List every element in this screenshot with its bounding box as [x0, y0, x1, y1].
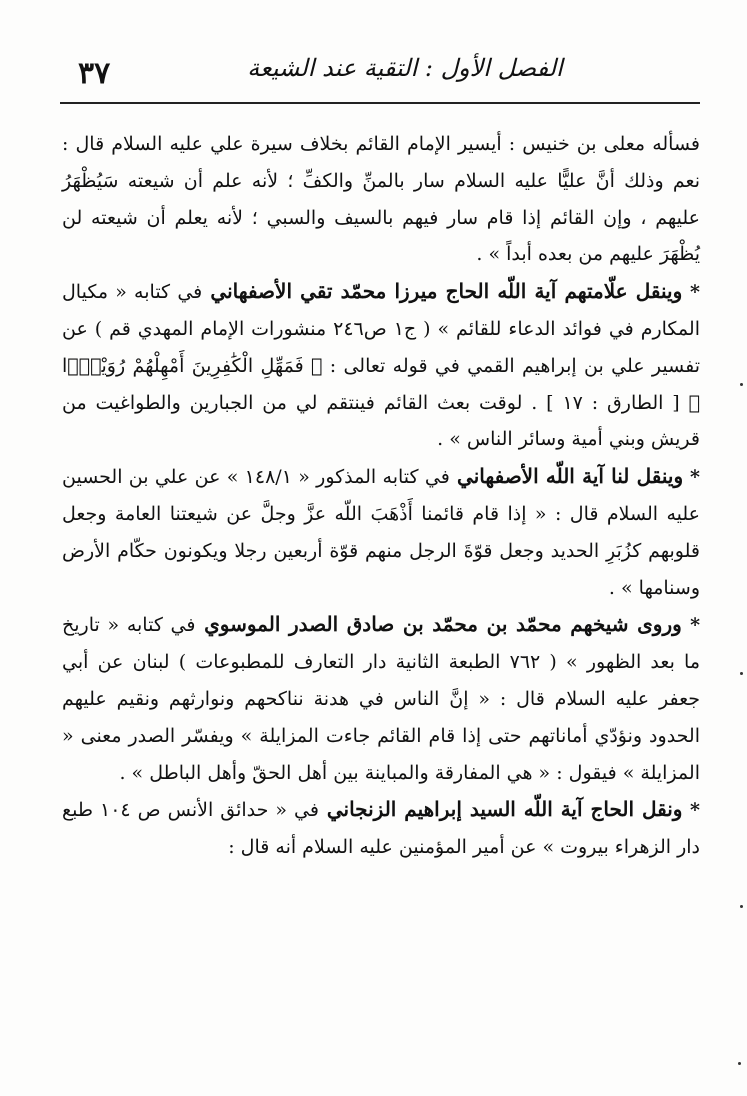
- bullet-asterisk: *: [681, 614, 701, 637]
- paragraph-lead: ونقل الحاج آية اللّه السيد إبراهيم الزنجاني: [318, 797, 683, 822]
- running-head: الفصل الأول : التقية عند الشيعة: [247, 54, 563, 82]
- margin-speck: [740, 383, 743, 386]
- paragraph-text: فسأله معلى بن خنيس : أيسير الإمام القائم بخلاف سيرة علي عليه السلام قال : نعم وذلك أنَّ عليًّا عليه السلام سار بالمنِّ والكفِّ ؛ لأنه علم أن شيعته سَيُظْهَرُ عليهم ، وإن القائم إذا قام سار فيهم بالسيف والسبي ؛ لأنه يعلم أن شيعته لن يُظْهَرَ عليهم من بعده أبداً » .: [62, 133, 700, 266]
- paragraph: [62, 273, 700, 458]
- body-text: [62, 126, 700, 866]
- header-rule: [60, 102, 700, 104]
- paragraph-lead: وينقل لنا آية اللّه الأصفهاني: [449, 464, 684, 489]
- paragraph-lead: وينقل علّامتهم آية اللّه الحاج ميرزا محمّد تقي الأصفهاني: [202, 279, 683, 304]
- paragraph: [62, 791, 700, 866]
- bullet-asterisk: *: [682, 281, 700, 304]
- margin-speck: [738, 1062, 741, 1065]
- paragraph-text: في كتابه المذكور « ١٤٨/١ » عن علي بن الحسين عليه السلام قال : « إذا قام قائمنا أَذْهَبَ اللّه عزَّ وجلَّ عن شيعتنا العامة وجعل قلوبهم كزُبَرِ الحديد وجعل قوّةَ الرجل منهم قوّة أربعين رجلا ويكونون حكّام الأرض وسنامها » .: [62, 466, 700, 599]
- paragraph-text: في « حدائق الأنس ص ١٠٤ طبع دار الزهراء بيروت » عن أمير المؤمنين عليه السلام أنه قال :: [62, 799, 700, 859]
- bullet-asterisk: *: [682, 799, 700, 822]
- margin-speck: [740, 905, 743, 908]
- page-number: ٣٧: [78, 56, 111, 91]
- page-header: [60, 44, 700, 104]
- paragraph-text: في كتابه « تاريخ ما بعد الظهور » ( ٧٦٢ الطبعة الثانية دار التعارف للمطبوعات ) لبنان عن أبي جعفر عليه السلام قال : « إنَّ الناس في هدنة نناكحهم ونوارثهم ونقيم عليهم الحدود ونؤدّي أماناتهم حتى إذا قام القائم جاءت المزايلة » ويفسّر الصدر معنى « المزايلة » فيقول : « هي المفارقة والمباينة بين أهل الحقّ وأهل الباطل » .: [62, 614, 701, 784]
- bullet-asterisk: *: [683, 466, 700, 489]
- paragraph: [62, 126, 700, 273]
- paragraph-text: في كتابه « مكيال المكارم في فوائد الدعاء للقائم » ( ج١ ص٢٤٦ منشورات الإمام المهدي قم ) عن تفسير علي بن إبراهيم القمي في قوله تعالى : ﴿ فَمَهِّلِ الْكَٰفِرِينَ أَمْهِلْهُمْ رُوَيْدًۢا ﴾ [ الطارق : ١٧ ] . لوقت بعث القائم فينتقم لي من الجبارين والطواغيت من قريش وبني أمية وسائر الناس » .: [62, 281, 700, 451]
- paragraph: [62, 606, 700, 791]
- paragraph-lead: وروى شيخهم محمّد بن محمّد بن صادق الصدر الموسوي: [195, 612, 682, 637]
- paragraph: [62, 458, 700, 606]
- margin-speck: [740, 672, 743, 675]
